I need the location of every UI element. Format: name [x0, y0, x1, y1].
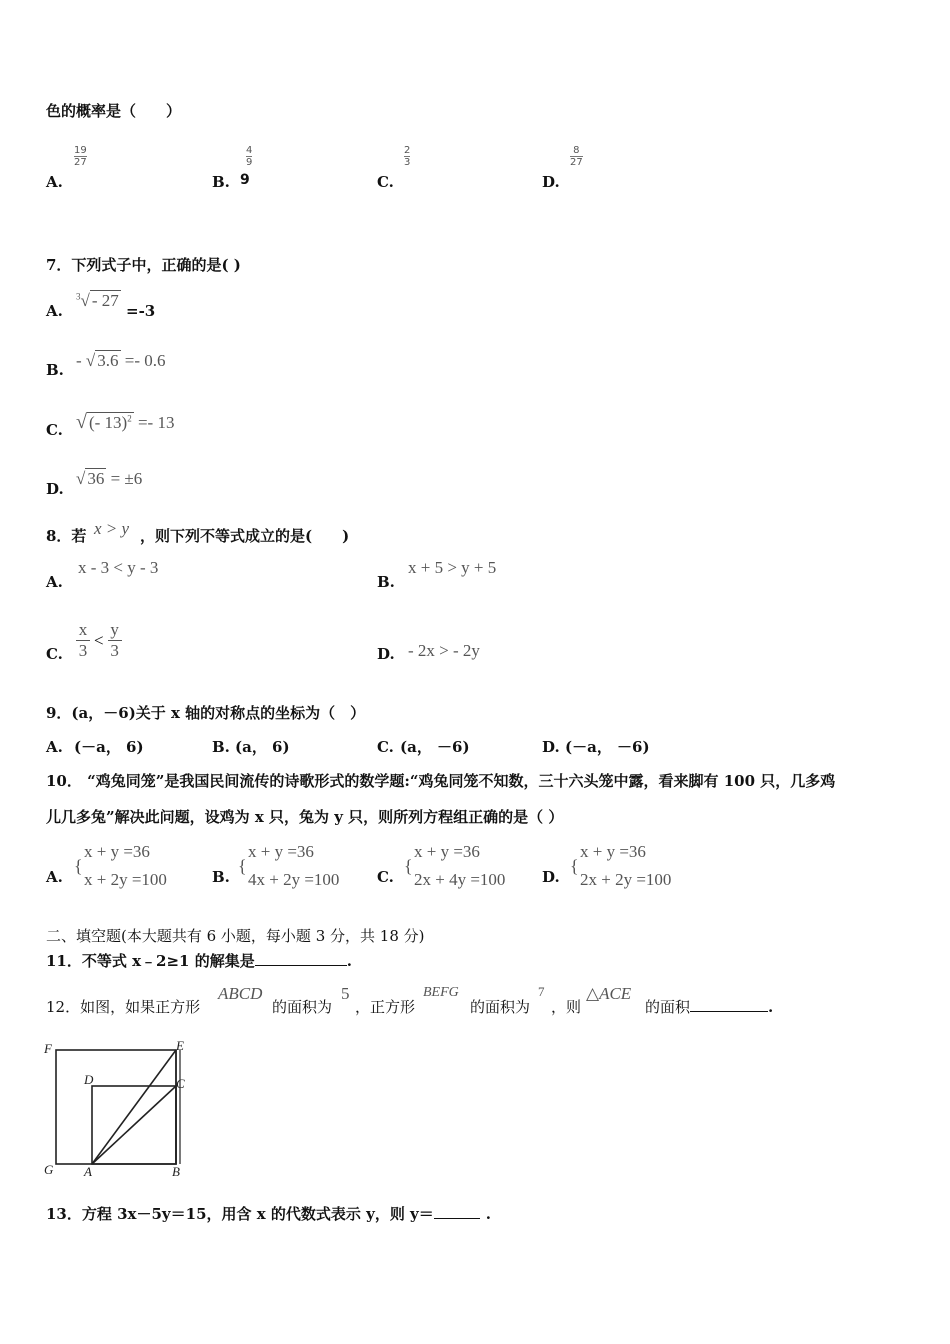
q12-triangle-ace: △ACE [586, 984, 632, 1003]
q9-option-c-text: (a， －6) [400, 738, 470, 756]
label-d: D [84, 1072, 94, 1087]
q8-number: 8．若 [46, 527, 87, 545]
radical-sign: √ [76, 411, 87, 433]
q12-part2: 的面积为 [272, 998, 333, 1016]
fraction-numerator: y [110, 620, 119, 639]
root-index: 3 [76, 291, 81, 302]
answer-blank[interactable] [434, 1218, 480, 1219]
option-fraction [404, 145, 410, 168]
option-label: A. [46, 173, 63, 191]
q9-option-d-label: D. [542, 738, 560, 756]
q7-stem: 7．下列式子中，正确的是( ) [46, 256, 241, 274]
q10-option-c-system [404, 838, 505, 894]
q12-square-befg: BEFG [423, 985, 459, 1000]
equation-rest: =- 0.6 [120, 351, 166, 370]
equation-2: 2x + 4y =100 [414, 870, 506, 889]
q10-option-a-system [74, 838, 167, 894]
radicand: 36 [87, 469, 105, 488]
fraction-right [108, 620, 122, 661]
equation-2: 4x + 2y =100 [248, 870, 340, 889]
segment-ac [92, 1086, 176, 1164]
equation-1: x + y =36 [580, 842, 646, 861]
q12-part3: ，正方形 [355, 998, 416, 1016]
fraction-denominator: 27 [570, 157, 583, 168]
q8-stem-tail: ，则下列不等式成立的是( ) [140, 527, 350, 545]
q9-option-a-label: A. [46, 738, 63, 756]
equation-1: x + y =36 [248, 842, 314, 861]
brace: { [74, 856, 83, 876]
q11-stem: 11．不等式 x﹣2≥1 的解集是 [46, 952, 255, 970]
brace: { [570, 856, 579, 876]
q9-option-b-text: (a， 6) [235, 738, 290, 756]
q12-part4: 的面积为 [470, 998, 531, 1016]
q12-square-abcd: ABCD [218, 984, 263, 1003]
q12-part5: ，则 [551, 998, 582, 1016]
q10-option-b-label: B. [212, 868, 230, 886]
fraction-numerator: 8 [573, 145, 580, 156]
q8-option-a-label: A. [46, 573, 63, 591]
q7-option-d-expr [76, 468, 142, 489]
fraction-numerator: 2 [404, 145, 411, 156]
q10-line1: 10． “鸡兔同笼”是我国民间流传的诗歌形式的数学题:“鸡兔同笼不知数，三十六头笼中露，看来脚有 100 只，几多鸡 [46, 772, 836, 790]
q8-option-b-expr: x + 5 > y + 5 [408, 558, 497, 577]
q9-option-b-label: B. [212, 738, 230, 756]
q7-option-a-label: A. [46, 302, 63, 320]
equation-rest: =- 13 [133, 413, 175, 432]
radical-sign: √ [85, 351, 96, 370]
minus-sign: - [76, 351, 86, 370]
q11-end: . [346, 952, 352, 970]
radicand-base: (- 13) [88, 413, 128, 432]
q8-option-d-expr: - 2x > - 2y [408, 641, 480, 660]
equation-1: x + y =36 [84, 842, 150, 861]
option-label: B. [212, 173, 230, 191]
answer-blank[interactable] [690, 1011, 768, 1012]
q8-option-c-expr [76, 620, 122, 661]
square-befg [56, 1050, 176, 1164]
q8-option-c-label: C. [46, 645, 63, 663]
q12-part6-text: 的面积 [645, 998, 691, 1016]
q9-option-d-text: (－a， －6) [565, 738, 650, 756]
q10-option-a-label: A. [46, 868, 63, 886]
fraction-denominator: 27 [74, 157, 87, 168]
q10-option-d-label: D. [542, 868, 560, 886]
fraction-denominator: 3 [110, 641, 119, 660]
equation-2: x + 2y =100 [84, 870, 167, 889]
q12-value-1: 5 [341, 984, 350, 1003]
radical-sign: √ [80, 291, 90, 310]
brace: { [238, 856, 247, 876]
q10-option-b-system [238, 838, 339, 894]
q10-option-d-system [570, 838, 671, 894]
q10-line2: 儿几多兔”解决此问题，设鸡为 x 只，兔为 y 只，则所列方程组正确的是（ ） [46, 808, 564, 826]
q7-option-d-label: D. [46, 480, 64, 498]
fraction-numerator: 19 [74, 145, 87, 156]
label-a: A [84, 1164, 92, 1179]
answer-blank[interactable] [255, 965, 347, 966]
label-g: G [44, 1162, 54, 1177]
label-b: B [172, 1164, 180, 1179]
geometry-figure [40, 1038, 200, 1180]
less-than-sign: < [94, 630, 104, 650]
q12-part6 [645, 997, 773, 1017]
option-fraction [74, 145, 87, 168]
q9-option-c-label: C. [377, 738, 394, 756]
q12-part1: 12．如图，如果正方形 [46, 998, 201, 1016]
fraction-numerator: x [78, 620, 88, 639]
q7-option-a-expr [76, 290, 121, 311]
fraction-numerator: 4 [246, 145, 253, 156]
q7-option-a-rest: =-3 [126, 302, 156, 320]
fraction-left [76, 620, 90, 661]
label-f: F [44, 1041, 52, 1056]
option-label: D. [542, 173, 560, 191]
q11-text [46, 951, 352, 971]
fraction-denominator: 3 [404, 157, 411, 168]
segment-ae [92, 1050, 176, 1164]
q8-option-d-label: D. [377, 645, 395, 663]
q8-option-b-label: B. [377, 573, 395, 591]
option-fraction [246, 145, 252, 168]
q10-option-c-label: C. [377, 868, 394, 886]
exponent: 2 [127, 413, 132, 424]
fraction-denominator: 3 [78, 641, 88, 660]
q12-value-2: 7 [538, 984, 545, 999]
equation-1: x + y =36 [414, 842, 480, 861]
q9-option-a-text: (－a， 6) [74, 738, 144, 756]
q13-stem: 13．方程 3x－5y＝15，用含 x 的代数式表示 y，则 y＝ [46, 1205, 434, 1223]
radicand: 3.6 [97, 351, 119, 370]
label-e: E [176, 1038, 184, 1053]
equation-rest: = ±6 [106, 469, 143, 488]
q13-end: . [485, 1205, 492, 1223]
q12-end: . [768, 998, 774, 1016]
option-label: C. [377, 173, 394, 191]
option-fraction [570, 145, 583, 168]
section-heading: 二、填空题(本大题共有 6 小题，每小题 3 分，共 18 分) [46, 927, 425, 945]
equation-2: 2x + 2y =100 [580, 870, 672, 889]
q7-option-c-expr [76, 411, 174, 434]
q8-condition: x > y [94, 519, 130, 538]
q8-option-a-expr: x - 3 < y - 3 [78, 558, 159, 577]
q7-option-b-expr [76, 350, 166, 371]
radical-sign: √ [76, 469, 86, 488]
q6-stem-tail: 色的概率是（ ） [46, 102, 182, 120]
q13-text [46, 1204, 491, 1224]
label-c: C [176, 1076, 185, 1091]
q7-option-c-label: C. [46, 421, 63, 439]
q7-option-b-label: B. [46, 361, 64, 379]
stray-digit: 9 [240, 172, 250, 188]
radicand: - 27 [91, 291, 119, 310]
radicand [87, 412, 134, 433]
fraction-denominator: 9 [246, 157, 253, 168]
brace: { [404, 856, 413, 876]
q9-stem: 9．(a，－6)关于 x 轴的对称点的坐标为（ ） [46, 704, 366, 722]
